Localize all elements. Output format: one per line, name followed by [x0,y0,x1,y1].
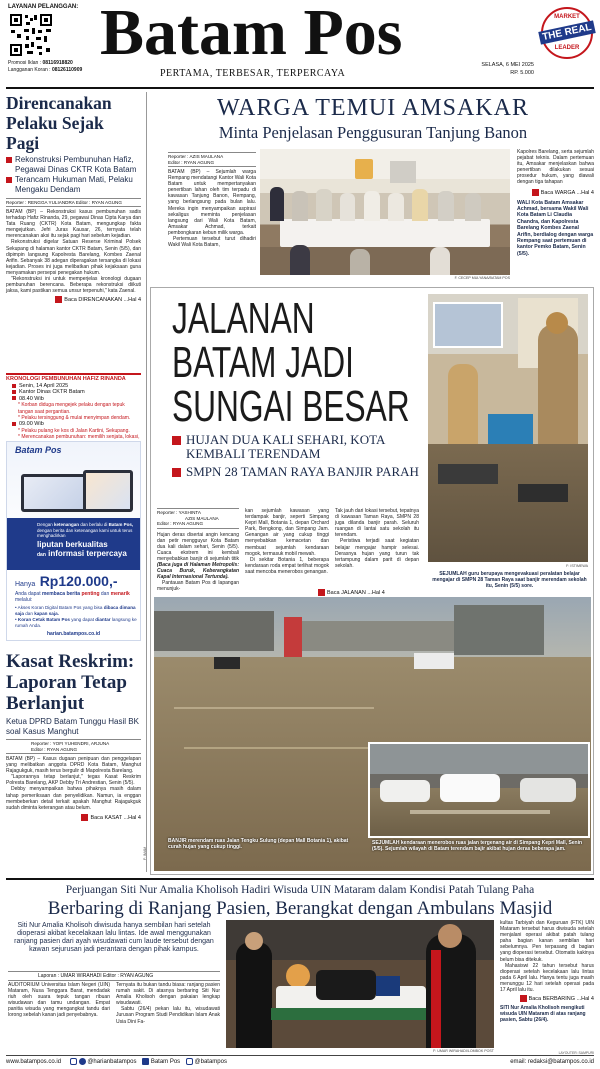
cars-flood-photo[interactable] [368,742,590,838]
bottom-byline: Laporan : UMAR WIRAHADI Editor : RYAN AGUNG [8,971,220,981]
main-feature-paragraph: Pantauan Batam Pos di lapangan menunjuk- [157,580,239,593]
timeline-item: 08.40 Wib [12,396,141,402]
left-story-2-byline: Reporter : YOFI YUHENDRI, ARJUNA Editor : RYAN AGUNG [6,739,141,754]
main-feature-headline[interactable] [172,294,432,431]
main-feature-byline: Reporter : YASHINTA AZIS MAULANA Editor : RYAN AGUNG [157,508,239,529]
graduation-photo-credit: F: UMAR WIRAHADI/LOMBOK POST [433,1049,494,1053]
top-story-subhead: Minta Penjelasan Penggusuran Tanjung Banon [218,123,528,142]
continue-link[interactable]: Baca KASAT ...Hal 4 [6,814,141,821]
top-story-paragraph: Kapolres Barelang, serta sejumlah pejabat teknis. Dalam pertemuan itu, Amsakar menjelaskan bahwa penertiban dilakukan sesuai prosedur hukum, yang diawali dengan tiga tahapan [517,149,594,186]
masthead-tagline: PERTAMA, TERBESAR, TERPERCAYA [160,68,346,79]
main-side-credit: F: IMAM [143,846,147,860]
footer-email[interactable]: email: redaksi@batampos.co.id [510,1059,594,1065]
twitter-icon[interactable] [79,1058,86,1065]
column-divider [146,92,147,872]
timeline-detail: * Pelaku pulang ke kos di Jalan Kartini, Sekupang. [18,427,130,434]
footer-socials [70,1058,227,1066]
bottom-headline[interactable]: Berbaring di Ranjang Pasien, Berangkat dengan Ambulans Masjid [47,898,553,919]
subscription-label: Langganan Koran [8,67,48,73]
instagram-icon[interactable] [70,1058,77,1065]
ad-blue-panel: Dengan ketenangan dan berlalu di Batam Pos, dengan berita dan ketenangan kami untuk terus menghadirkan liputan berkualitas dan informasi terpercaya [7,518,141,570]
left-story-1-headline[interactable]: Direncanakan Pelaku Sejak Pagi [6,93,112,153]
market-leader-badge [541,7,593,59]
left-story-2 [6,651,141,821]
headline-line-2: BATAM JADI [172,338,354,387]
timeline-item: Senin, 14 April 2025 [12,383,141,389]
left-story-2-paragraph: "Laporannya tetap berlanjut," tegas Kasat Reskrim Polresta Barelang, AKP Debby Tri Andrestian, Senin (5/5). [6,774,141,787]
left-story-1-paragraph: "Rekonstruksi ini untuk memperjelas kronologi dugaan pembunuhan berencana. Beberapa rekonstruksi diikuti jaksa, kami pastikan semua unsur terpenuhi," kata Zaenal. [6,276,141,295]
bullet-item: HUJAN DUA KALI SEHARI, KOTA KEMBALI TERENDAM [172,433,422,461]
left-story-1-paragraph: BATAM (BP) – Rekonstruksi kasus pembunuhan sadis terhadap Hafiz Rinanda, 29, pegawai Dinas Cipta Karya dan Tata Ruang (CKTR) Kota Batam, mengungkap fakta mengejutkan. Jefri Juras Kausar, 26, ternyata telah merencanakan aksi itu sejak pagi hari sebelum kejadian. [6,209,141,240]
footer-website[interactable]: www.batampos.co.id [6,1059,62,1065]
continue-link[interactable]: Baca DIRENCANAKAN ...Hal 4 [6,296,141,303]
ad-price: Rp120.000,- [39,573,118,589]
ad-offer-1: • Akses Koran Digital Batam Pos yang bisa dibaca dimana saja dan kapan saja. [15,605,136,616]
left-story-1-bullets [6,155,141,194]
bottom-paragraph: Ternyata itu bukan tandu biasa: ranjang pasien rumah sakit. Di atasnya berbaring Siti Nur Amalia Kholisoh dengan pakaian lengkap wisudawati. [116,982,220,1007]
top-story-right [517,149,594,257]
main-feature-col-3 [335,508,419,569]
ad-price-copy: Anda dapat membaca berita penting dan menarik melalui: [15,591,130,603]
left-story-1-paragraph: Rekonstruksi digelar Satuan Reserse Kriminal Polsek Sekupang di halaman kantor CKTR Batam, Senin (5/5), dan dipimpin langsung Kapolresta Barelang, Kombes Zaenal Arifin. Sebanyak 38 adegan diperagakan tersangka di lokasi kejadian. Proses ini juga melibatkan pihak kejaksaan guna menyamakan persepsi penegakan hukum. [6,239,141,276]
instagram-icon[interactable] [186,1058,193,1065]
timeline-item: 09.00 Wib [12,421,141,427]
bottom-paragraph: AUDITORIUM Universitas Islam Negeri (UIN) Mataram, Nusa Tenggara Barat, mendadak riuh oleh suara tepuk tangan ribuan wisudawan dan tamu undangan. Empat panitia wisuda yang mengangkat tandu dari lorong sebelah kanan jadi penyebabnya. [8,982,110,1019]
edition-price: RP. 5.000 [510,70,534,76]
ad-url[interactable]: harian.batampos.co.id [46,631,101,637]
bottom-kicker: Perjuangan Siti Nur Amalia Kholisoh Hadiri Wisuda UIN Mataram dalam Kondisi Patah Tulang Paha [65,884,535,896]
main-feature-col-2 [245,508,329,575]
ad-device-illustration [21,470,133,514]
top-story-body [168,152,256,248]
left-story-2-paragraph: BATAM (BP) – Kasus dugaan penipuan dan penggelapan yang melibatkan anggota DPRD Kota Batam, Manghut Rajagukguk, masih terus bergulir di Mapolresta Barelang. [6,756,141,775]
graduation-photo[interactable] [226,920,494,1048]
footer-social-3[interactable]: @batampos [194,1059,227,1066]
badge-main-text: THE REAL [538,20,595,44]
bottom-col-3 [500,920,594,1023]
timeline-detail: * Pelaku tersinggung & mulai menyimpan dendam. [18,415,131,422]
promo-label: Promosi Iklan [8,60,39,66]
bottom-paragraph: Sabtu (26/4) pekan lalu itu, wisudawati Jurusan Program Studi Pendidikan Islam Anak Usia Dini Fa- [116,1006,220,1025]
masthead-title[interactable]: Batam Pos [100,0,403,69]
continue-link[interactable]: Baca WARGA ...Hal 4 [517,189,594,196]
subscription-phone[interactable]: 08126110909 [51,67,83,73]
timeline-item: Kantor Dinas CKTR Batam [12,389,141,395]
promo-line: Promosi Iklan : 08116918820 [8,60,73,66]
main-feature-paragraph: Peristiwa terjadi saat kegiatan belajar mengajar hampir selesai. Derasnya hujan yang turun tak tertampung dalam parit di depan sekolah. [335,538,419,569]
meeting-photo-caption: WALI Kota Batam Amsakar Achmad, bersama Wakil Wali Kota Batam Li Claudia Chandra, dan Kapolresta Barelang Kombes Zaenal Arifin, berdialog dengan warga Rempang saat pertemuan di kantor Pemko Batam, Senin (5/5). [517,199,594,257]
school-photo-credit: F: ISTIMEWA [566,564,588,568]
main-feature-paragraph: kan sejumlah kawasan yang terdampak banjir, seperti Simpang Kepri Mall, Botania 1, depan Orchard Park, Bengkong, dan Simpang Jam. Genangan air yang cukup tinggi menyebabkan kemacetan dan membuat sejumlah kendaraan mogok, termasuk mobil mewah. [245,508,329,557]
bottom-col-2 [116,982,220,1025]
road-photo-caption: BANJIR merendam ruas Jalan Tengku Sulung (depan Mall Botania 1), akibat curah hujan yang cukup tinggi. [168,838,349,850]
subscription-ad[interactable] [6,441,141,641]
top-story-paragraph: Pertemuan tersebut turut dihadiri Wakil Wali Kota Batam, [168,236,256,249]
bullet-item: Terancam Hukuman Mati, Pelaku Mengaku Dendam [6,175,141,194]
meeting-photo-credit: F. CECEP MULYANA/BATAM POS [454,276,510,280]
ad-brand: Batam Pos [15,445,62,455]
bottom-lead: Siti Nur Amalia Kholisoh diwisuda hanya sembilan hari setelah dioperasi akibat kecelakaan lalu lintas. Ide awal menggunakan ranjang pasien dari ayah wisudawati cum laude tersebut dengan kawan sejurusan jadi perantara dengan pihak kampus. [14,922,214,953]
main-feature-paragraph: Tak jauh dari lokasi tersebut, tepatnya di kawasan Taman Raya, SMPN 28 juga dilanda banjir parah. Seluruh ruangan di lantai satu sekolah itu terendam. [335,508,419,539]
subscription-line: Langganan Koran : 08126110909 [8,67,83,73]
school-flood-photo[interactable] [428,294,588,562]
left-story-1 [6,93,141,303]
left-story-2-paragraph: Debby menyampaikan bahwa pihaknya masih dalam tahap pemeriksaan dan penyelidikan. Namun, ia enggan membeberkan detail terkait apakah Manghut Rajagukguk sudah diminta keterangan atau belum. [6,786,141,811]
top-story-byline: Reporter : AZIS MAULANA Editor : RYAN AGUNG [168,152,256,167]
bottom-col-1 [8,982,110,1019]
main-feature-paragraph: Hujan deras disertai angin kencang dan petir mengguyur Kota Batam dua kali dalam sehari, Senin (5/5). Cuaca ekstrem ini kembali menyebabkan banjir di sejumlah titik (Baca juga di Halaman Metropolis: Cuaca Buruk, Keberangkatan Kapal Internasional Tertunda). [157,531,239,581]
cars-photo-caption: SEJUMLAH kendaraan menerobos ruas jalan tergenang air di Simpang Kepri Mall, Senin (5/5). Sejumlah wilayah di Batam terendam bajir akibat hujan deras beberapa jam. [372,840,583,852]
continue-link[interactable]: Baca BERBARING ...Hal 4 [500,995,594,1002]
school-photo-caption: SEJUMLAH guru berupaya mengevakuasi peralatan belajar mengajar di SMPN 28 Taman Raya saat banjir merendam sekolah itu, Senin (5/5) sore. [432,571,587,589]
timeline-detail: * Korban diduga mengejek pelaku dengan tepuk tangan saat pergantian. [18,402,125,415]
left-story-1-byline: Reporter : RENGGA YULIANDRA Editor : RYAN AGUNG [6,198,141,207]
customer-service-label: LAYANAN PELANGGAN: [8,4,79,10]
edition-date: SELASA, 6 MEI 2025 [481,62,534,68]
footer-social-2[interactable]: Batam Pos [150,1059,181,1066]
headline-line-1: JALANAN [172,294,315,343]
graduation-photo-caption: SITI Nur Amalia Kholisoh mengikuti wisuda UIN Mataram di atas ranjang pasien, Sabtu (26/4). [500,1005,586,1024]
left-story-2-subhead: Ketua DPRD Batam Tunggu Hasil BK soal Kasus Manghut [6,717,139,736]
top-story-paragraph: BATAM (BP) – Sejumlah warga Rempang mendatangi Kantor Wali Kota Batam untuk mempertanyakan penertiban lahan oleh tim terpadu di kawasan Tanjung Banon, Rempang, yang berlangsung pada bulan lalu. Mereka ingin menyampaikan aspirasi sekaligus meminta penjelasan langsung dari Wali Kota Batam, Amsakar Achmad, terkait pembongkaran kebun milik warga. [168,169,256,236]
qr-code-icon [9,13,53,57]
bottom-paragraph: Mahasiswi 22 tahun tersebut harus dioperasi setelah kecelakaan lalu lintas pada 6 April lalu. Hanya tentu juga masih menunggu 12 hari setelah operasi pada 17 April lalu itu. [500,962,594,994]
ad-offer-2: • Koran Cetak Batam Pos yang dapat diantar langsung ke rumah Anda. [15,617,137,628]
continue-link[interactable]: Baca JALANAN ...Hal 4 [318,589,385,596]
footer-social-1[interactable]: @harianbatampos [87,1059,137,1066]
main-feature-bullets [172,433,422,479]
layouter-credit: LAYOUTER: SAMPURI [558,1051,594,1055]
headline-line-3: SUNGAI BESAR [172,382,410,431]
main-feature-paragraph: Di sekitar Botania 1, beberapa kendaraan roda empat terlihat mogok saat mencoba menerobos genangan. [245,556,329,575]
bullet-item: Rekonstruksi Pembunuhan Hafiz, Pegawai Dinas CKTR Kota Batam [6,155,141,174]
footer [6,1058,594,1068]
promo-phone[interactable]: 08116918820 [42,60,73,66]
bottom-paragraph: kultas Tarbiyah dan Keguruan (FTK) UIN Mataram tersebut harus diwisuda setelah menjalani operasi akibat patah tulang paha bagian kanan sembilan hari sebelumnya. Pen terpasang di bagian yang dioperasi tersebut. Otomatis kakinya belum bisa ditekuk. [500,920,594,963]
badge-top-text: MARKET [554,14,580,20]
timeline-detail: * Merencanakan pembunuhan: memilih senjata, lokasi, [18,434,140,441]
meeting-photo[interactable] [260,149,510,275]
main-feature-col-1 [157,508,239,592]
top-story-headline[interactable]: WARGA TEMUI AMSAKAR [217,95,529,121]
bullet-item: SMPN 28 TAMAN RAYA BANJIR PARAH [172,465,422,479]
facebook-icon[interactable] [142,1058,149,1065]
left-story-2-headline[interactable]: Kasat Reskrim: Laporan Tetap Berlanjut [6,651,135,714]
badge-bottom-text: LEADER [554,45,580,51]
ad-price-prefix: Hanya [15,581,36,588]
timeline-title: KRONOLOGI PEMBUNUHAN HAFIZ RINANDA [6,376,126,382]
